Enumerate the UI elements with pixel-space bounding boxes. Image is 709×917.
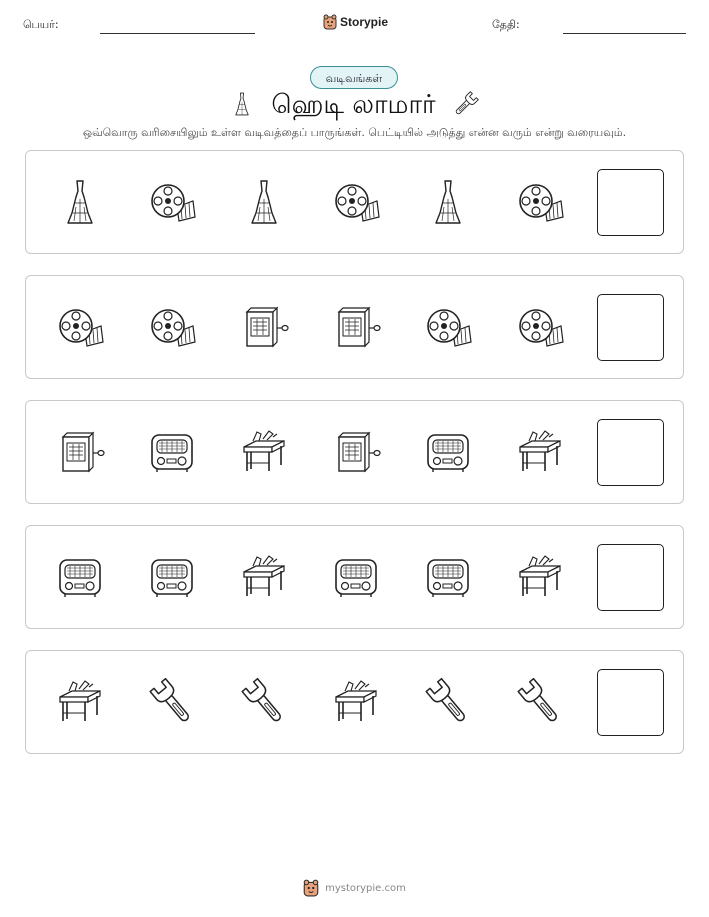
date-label: தேதி: (492, 18, 520, 31)
name-label: பெயர்: (23, 18, 59, 31)
music-box-icon (55, 427, 105, 477)
pattern-row (25, 525, 684, 629)
pattern-row (25, 650, 684, 754)
wrench-icon (423, 677, 473, 727)
film-reel-icon (147, 302, 197, 352)
pattern-row (25, 400, 684, 504)
page-title: ஹெடி லாமார் (271, 89, 436, 120)
radio-icon (55, 552, 105, 602)
footer-url[interactable]: mystorypie.com (325, 882, 406, 894)
answer-box[interactable] (597, 669, 664, 736)
dress-icon (239, 177, 289, 227)
dress-icon (55, 177, 105, 227)
workbench-icon (239, 552, 289, 602)
wrench-icon (515, 677, 565, 727)
answer-box[interactable] (597, 419, 664, 486)
radio-icon (147, 552, 197, 602)
wrench-icon (239, 677, 289, 727)
radio-icon (423, 427, 473, 477)
workbench-icon (331, 677, 381, 727)
music-box-icon (239, 302, 289, 352)
instructions: ஒவ்வொரு வரிசையிலும் உள்ள வடிவத்தைப் பாருங்கள். பெட்டியில் அடுத்து என்ன வரும் என்று வரையவும். (82, 126, 627, 139)
footer (0, 879, 709, 897)
film-reel-icon (423, 302, 473, 352)
topic-badge: வடிவங்கள் (310, 66, 398, 89)
film-reel-icon (55, 302, 105, 352)
music-box-icon (331, 427, 381, 477)
dress-icon (423, 177, 473, 227)
answer-box[interactable] (597, 544, 664, 611)
music-box-icon (331, 302, 381, 352)
storypie-mascot-icon (303, 879, 319, 897)
workbench-icon (55, 677, 105, 727)
film-reel-icon (515, 177, 565, 227)
answer-box[interactable] (597, 294, 664, 361)
radio-icon (423, 552, 473, 602)
film-reel-icon (147, 177, 197, 227)
answer-box[interactable] (597, 169, 664, 236)
film-reel-icon (331, 177, 381, 227)
pattern-row (25, 150, 684, 254)
workbench-icon (239, 427, 289, 477)
film-reel-icon (515, 302, 565, 352)
radio-icon (331, 552, 381, 602)
radio-icon (147, 427, 197, 477)
wrench-icon (147, 677, 197, 727)
pattern-row (25, 275, 684, 379)
workbench-icon (515, 427, 565, 477)
workbench-icon (515, 552, 565, 602)
brand-name: Storypie (340, 15, 389, 29)
